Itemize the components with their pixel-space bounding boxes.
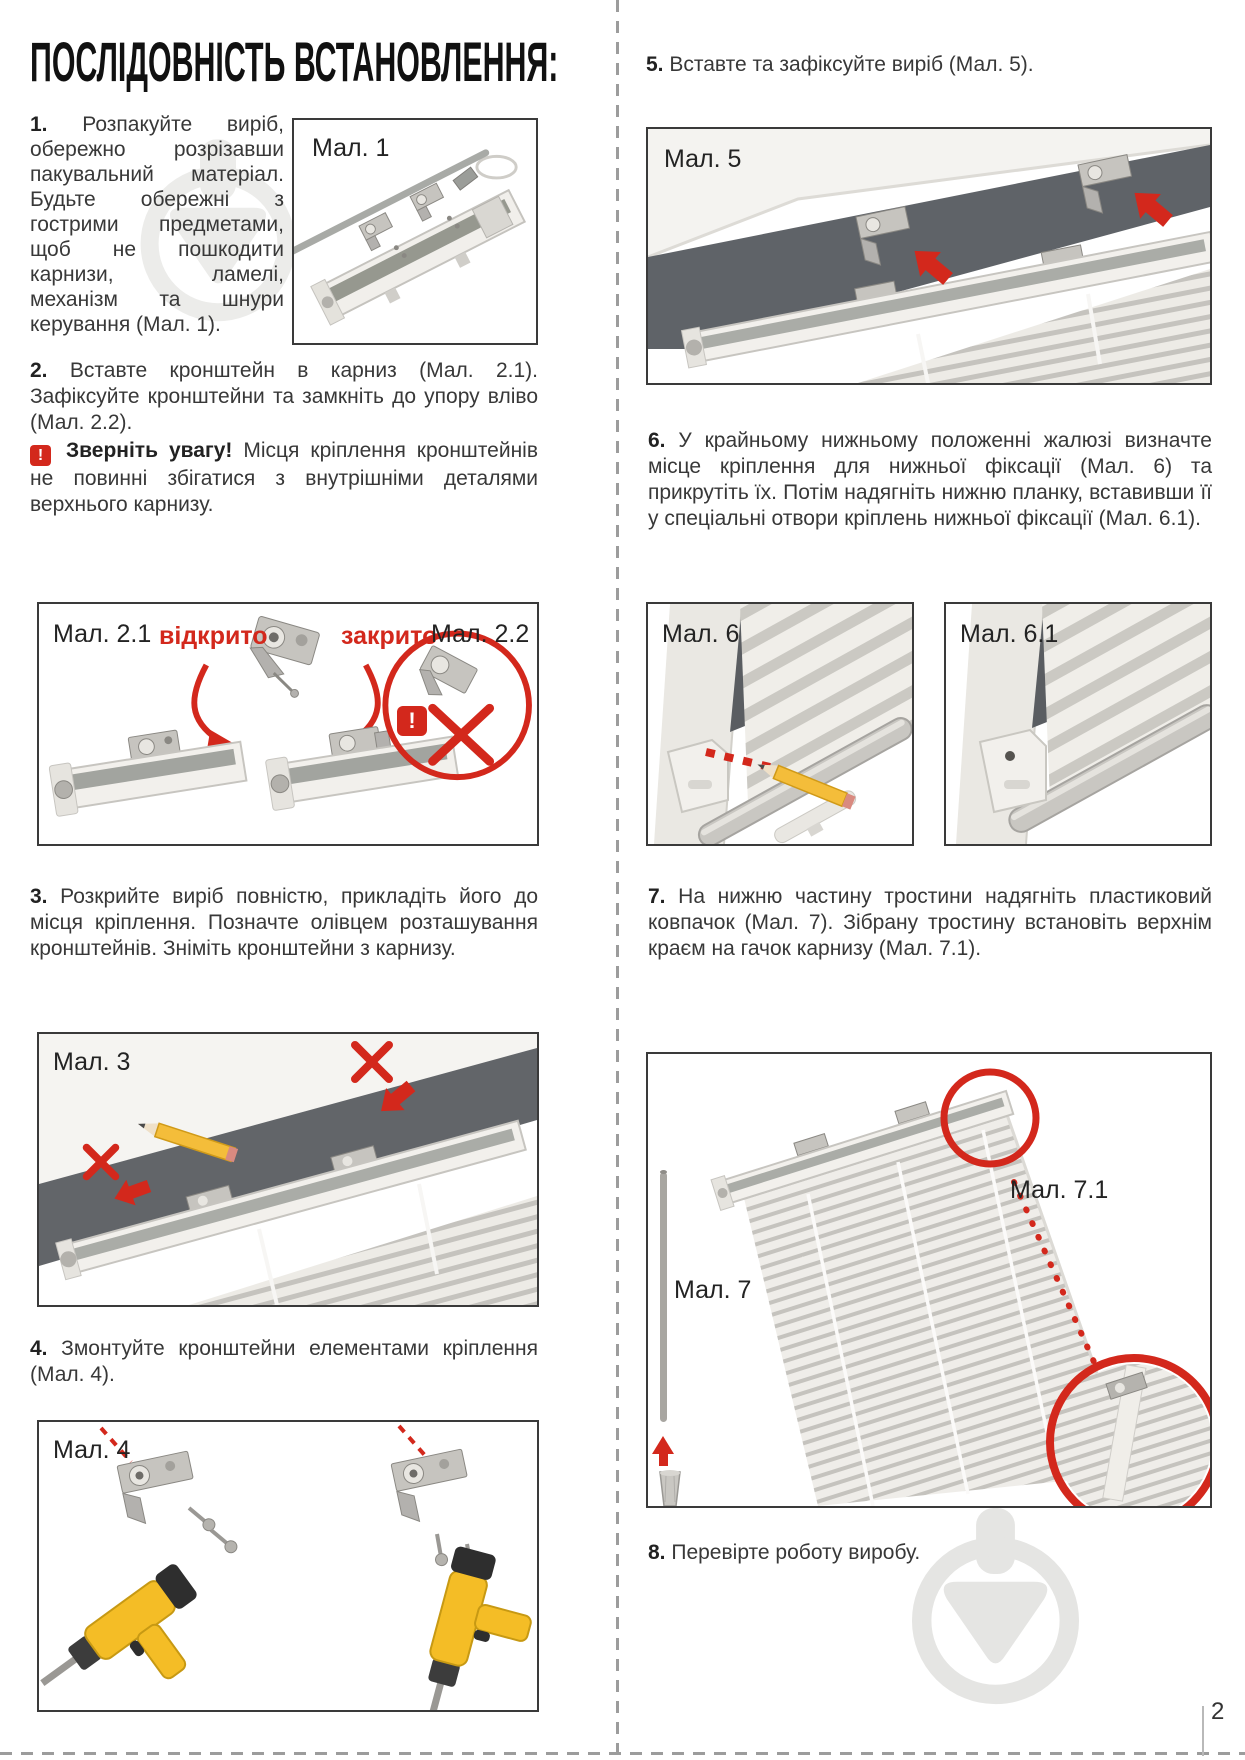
figure-7-1-label: Мал. 7.1	[1010, 1176, 1109, 1204]
figure-7-label: Мал. 7	[674, 1276, 752, 1304]
alert-badge: !	[397, 706, 427, 736]
step-3	[30, 884, 538, 962]
step-1-number: 1.	[30, 113, 48, 136]
brand-watermark-icon	[898, 1508, 1093, 1710]
figure-6	[646, 602, 914, 846]
red-cross-icon	[433, 708, 490, 761]
step-4-number: 4.	[30, 1337, 48, 1360]
page-number: 2	[1211, 1698, 1225, 1725]
warning-text: Місця кріплення кронштейнів не повинні збігатися з внутрішніми деталями верхнього карнизу.	[30, 439, 538, 516]
warning-icon: !	[30, 445, 51, 466]
figure-4-label: Мал. 4	[53, 1436, 131, 1464]
figure-6-label: Мал. 6	[662, 620, 740, 648]
step-5	[646, 52, 1192, 78]
drill-icon	[39, 1562, 228, 1710]
step-1	[30, 112, 284, 337]
red-up-arrow-icon	[652, 1436, 674, 1466]
step-6-text: У крайньому нижньому положенні жалюзі визначте місце кріплення для нижньої фіксації (Мал. 6) та прикрутіть їх. Потім надягніть нижню планку, вставивши її у спеціальні отвори кріплень нижньої фіксації (Мал. 6.1).	[648, 429, 1212, 530]
figure-4-illustration	[39, 1422, 537, 1710]
bracket-icon	[391, 1449, 474, 1525]
step-7-number: 7.	[648, 885, 666, 908]
figure-2-label-right: Мал. 2.2	[431, 620, 530, 648]
step-7	[648, 884, 1212, 962]
drill-icon	[410, 1545, 537, 1710]
open-state-label: відкрито	[159, 622, 268, 650]
figure-6-1-label: Мал. 6.1	[960, 620, 1059, 648]
closed-state-label: закрито	[341, 622, 438, 650]
figure-2-label-left: Мал. 2.1	[53, 620, 152, 648]
curved-arrow-icon	[194, 665, 218, 740]
step-7-text: На нижню частину тростини надягніть пластиковий ковпачок (Мал. 7). Зібрану тростину встановіть верхнім краєм на гачок карнизу (Мал. 7.1).	[648, 885, 1212, 960]
page-number-divider	[1202, 1706, 1204, 1756]
step-8	[648, 1540, 1212, 1566]
step-3-text: Розкрийте виріб повністю, прикладіть його до місця кріплення. Позначте олівцем розташування кронштейнів. Зніміть кронштейни з карнизу.	[30, 885, 539, 960]
step-3-number: 3.	[30, 885, 48, 908]
step-2	[30, 358, 538, 436]
bracket-icon	[359, 213, 398, 251]
figure-7	[646, 1052, 1212, 1508]
figure-3	[37, 1032, 539, 1307]
figure-1-label: Мал. 1	[312, 134, 390, 162]
figure-1	[292, 118, 538, 345]
bottom-fold-line	[0, 1752, 1245, 1755]
figure-3-label: Мал. 3	[53, 1048, 131, 1076]
wand-rod-illustration	[660, 1172, 667, 1422]
step-6	[648, 428, 1212, 532]
step-6-number: 6.	[648, 429, 666, 452]
step-5-number: 5.	[646, 53, 664, 76]
bracket-icon	[411, 645, 477, 709]
screw-icon	[431, 1533, 448, 1567]
step-2-text: Вставте кронштейн в карниз (Мал. 2.1). Зафіксуйте кронштейни та замкніть до упору вліво (Мал. 2.2).	[30, 359, 538, 434]
step-1-text: Розпакуйте виріб, обережно розрізавши пакувальний матеріал. Будьте обережні з гострими предметами, щоб не пошкодити карнизи, ламелі, механізм та шнури керування (Мал. 1).	[30, 113, 284, 336]
warning-note	[30, 438, 538, 518]
column-divider	[616, 0, 619, 1760]
figure-5	[646, 127, 1212, 385]
screw-icon	[207, 1525, 239, 1555]
step-8-number: 8.	[648, 1541, 666, 1564]
figure-2	[37, 602, 539, 846]
step-8-text: Перевірте роботу виробу.	[671, 1541, 921, 1564]
step-4	[30, 1336, 538, 1388]
warning-bold-text: Зверніть увагу!	[65, 439, 233, 462]
plastic-cap-illustration	[660, 1470, 680, 1506]
figure-4	[37, 1420, 539, 1712]
step-4-text: Змонтуйте кронштейни елементами кріплення (Мал. 4).	[30, 1337, 538, 1386]
step-2-number: 2.	[30, 359, 48, 382]
page-title: ПОСЛІДОВНІСТЬ ВСТАНОВЛЕННЯ:	[30, 30, 559, 94]
step-5-text: Вставте та зафіксуйте виріб (Мал. 5).	[669, 53, 1034, 76]
figure-6-1	[944, 602, 1212, 846]
figure-5-label: Мал. 5	[664, 145, 742, 173]
